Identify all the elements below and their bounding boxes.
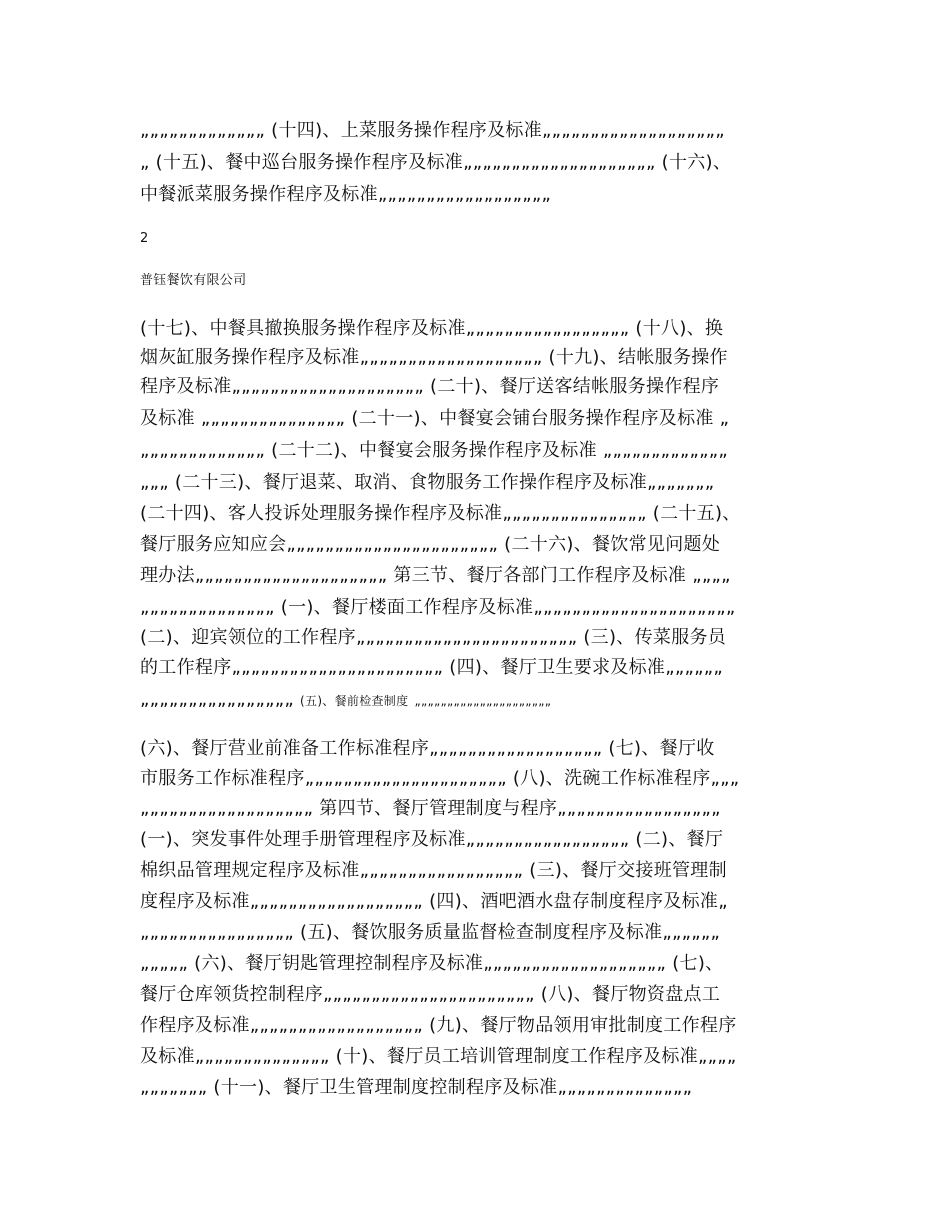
toc-line: 餐厅仓库领货控制程序„„„„„„„„„„„„„„„„„„„„„„ (八)、餐厅物资盘点工 xyxy=(140,984,721,1005)
toc-line xyxy=(140,689,551,712)
toc-line: 中餐派菜服务操作程序及标准„„„„„„„„„„„„„„„„„„ xyxy=(140,184,552,205)
toc-line: (二)、迎宾领位的工作程序„„„„„„„„„„„„„„„„„„„„„„„ (三)、传菜服务员 xyxy=(140,627,727,648)
toc-line: 餐厅服务应知应会„„„„„„„„„„„„„„„„„„„„„„ (二十六)、餐饮常见问题处 xyxy=(140,534,721,555)
toc-line: (二十四)、客人投诉处理服务操作程序及标准„„„„„„„„„„„„„„„ (二十五)、 xyxy=(140,503,741,524)
page-number: 2 xyxy=(140,231,149,246)
toc-line: „ (十五)、餐中巡台服务操作程序及标准„„„„„„„„„„„„„„„„„„„„ (十六)、 xyxy=(140,152,732,173)
toc-line: „„„„„„„„„„„„„„„„„„ 第四节、餐厅管理制度与程序„„„„„„„„„„„„„„„„„ xyxy=(140,798,721,819)
toc-line: „„„„„„„„„„„„„„ (一)、餐厅楼面工作程序及标准„„„„„„„„„„„„„„„„„„„„„ xyxy=(140,597,736,618)
toc-line: „„„„„„„„„„„„„ (二十二)、中餐宴会服务操作程序及标准 „„„„„„„„„„„„„ xyxy=(140,440,729,461)
toc-line: 的工作程序„„„„„„„„„„„„„„„„„„„„„„ (四)、餐厅卫生要求及标准„„„„„„ xyxy=(140,657,723,678)
toc-line: 程序及标准„„„„„„„„„„„„„„„„„„„„ (二十)、餐厅送客结帐服务操作程序 xyxy=(140,376,720,397)
toc-line: 及标准 „„„„„„„„„„„„„„„ (二十一)、中餐宴会铺台服务操作程序及标准 „ xyxy=(140,408,730,429)
toc-small-dots: „„„„„„„„„„„„„„„„„„„„„ xyxy=(414,694,552,708)
toc-line: (十七)、中餐具撤换服务操作程序及标准„„„„„„„„„„„„„„„„„ (十八)、换 xyxy=(140,318,724,339)
toc-line: 作程序及标准„„„„„„„„„„„„„„„„„„ (九)、餐厅物品领用审批制度工作程序 xyxy=(140,1015,737,1036)
toc-line: „„„„„ (六)、餐厅钥匙管理控制程序及标准„„„„„„„„„„„„„„„„„„„ (七)、 xyxy=(140,953,724,974)
toc-line: 烟灰缸服务操作程序及标准„„„„„„„„„„„„„„„„„„„ (十九)、结帐服务操作 xyxy=(140,347,728,368)
toc-line: 市服务工作标准程序„„„„„„„„„„„„„„„„„„„„„ (八)、洗碗工作标准程序„„„ xyxy=(140,768,740,789)
toc-line: 度程序及标准„„„„„„„„„„„„„„„„„„ (四)、酒吧酒水盘存制度程序及标准„ xyxy=(140,891,728,912)
toc-line: (六)、餐厅营业前准备工作标准程序„„„„„„„„„„„„„„„„„„ (七)、餐厅收 xyxy=(140,738,715,759)
toc-small-item: (五)、餐前检查制度 xyxy=(300,694,409,708)
toc-line: „„„„„„„ (十一)、餐厅卫生管理制度控制程序及标准„„„„„„„„„„„„„„ xyxy=(140,1077,693,1098)
toc-line: „„„„„„„„„„„„„ (十四)、上菜服务操作程序及标准„„„„„„„„„„„„„„„„„„„ xyxy=(140,120,725,141)
toc-line: „„„ (二十三)、餐厅退菜、取消、食物服务工作操作程序及标准„„„„„„„ xyxy=(140,472,715,493)
toc-dots: „„„„„„„„„„„„„„„„ xyxy=(140,689,295,710)
toc-line: (一)、突发事件处理手册管理程序及标准„„„„„„„„„„„„„„„„„ (二)、餐厅 xyxy=(140,829,724,850)
toc-line: 棉织品管理规定程序及标准„„„„„„„„„„„„„„„„„ (三)、餐厅交接班管理制 xyxy=(140,860,727,881)
company-header: 普钰餐饮有限公司 xyxy=(140,273,247,288)
toc-line: 理办法„„„„„„„„„„„„„„„„„„„„ 第三节、餐厅各部门工作程序及标准 „„„„ xyxy=(140,565,731,586)
toc-line: 及标准„„„„„„„„„„„„„„ (十)、餐厅员工培训管理制度工作程序及标准„„„„ xyxy=(140,1046,737,1067)
toc-line: „„„„„„„„„„„„„„„„ (五)、餐饮服务质量监督检查制度程序及标准„„„„„„ xyxy=(140,922,721,943)
